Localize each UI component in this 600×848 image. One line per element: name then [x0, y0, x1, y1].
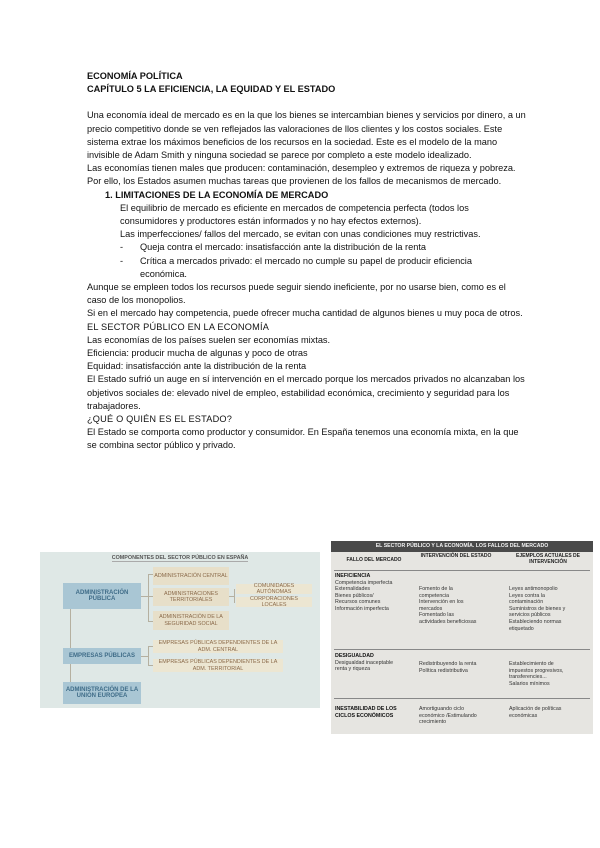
section-2-line-1: Las economías de los países suelen ser economías mixtas.	[87, 334, 331, 345]
table-cell: renta y riqueza	[335, 666, 371, 673]
table-cell: Recursos comunes	[335, 599, 381, 606]
table-cell: Competencia imperfecta	[335, 579, 393, 586]
section-2-paragraph-4: El Estado sufrió un auge en sí intervención en el mercado porque los mercados privados no alcanzaban los objetivos sociales de: elevado nivel de empleo, estabilidad económica, crecimiento y seguridad para los trabajadores.	[87, 374, 525, 411]
table-cell: Intervención en los	[419, 599, 464, 606]
col-header-intervencion: INTERVENCIÓN DEL ESTADO	[420, 553, 492, 559]
market-failures-table-image	[331, 541, 593, 734]
table-cell: Bienes públicos/	[335, 592, 374, 599]
table-cell: competencia	[419, 592, 450, 599]
table-cell: Estableciendo normas	[509, 618, 562, 625]
table-cell: Salarios mínimos	[509, 680, 550, 687]
document-title: ECONOMÍA POLÍTICA	[87, 71, 183, 81]
public-sector-components-image	[40, 552, 320, 708]
bullet-dash: -	[120, 242, 124, 253]
bullet-item	[120, 241, 527, 254]
corporaciones-locales-box: CORPORACIONES LOCALES	[236, 597, 312, 607]
category-ineficiencia: INEFICIENCIA	[335, 573, 371, 579]
section-1-heading: 1. LIMITACIONES DE LA ECONOMÍA DE MERCADO	[105, 189, 329, 200]
category-inestabilidad: INESTABILIDAD DE LOS CICLOS ECONÓMICOS	[335, 706, 397, 719]
emp-adm-central-box: EMPRESAS PÚBLICAS DEPENDIENTES DE LA ADM. CENTRAL	[153, 640, 283, 653]
table-cell: Leyes antimonopolio	[509, 586, 558, 592]
question-heading: ¿QUÉ O QUIÉN ES EL ESTADO?	[87, 414, 233, 425]
table-cell: económico /Estimulando	[419, 712, 477, 719]
section-2-line-3: Equidad: insatisfacción ante la distribución de la renta	[87, 361, 307, 372]
paragraph-3: Aunque se empleen todos los recursos puede seguir siendo ineficiente, por no usarse bien, como es el caso de los monopolios.	[87, 282, 506, 306]
table-cell: Política redistributiva	[419, 667, 468, 674]
intro-paragraph: Una economía ideal de mercado es en la que los bienes se intercambian bienes y servicios por dinero, a un precio competitivo donde se ven reflejados las valoraciones de llos clientes y los costos sociales. Este sistema extrae los máximos beneficios de los recursos en la sociedad. Este es el modelo de la mano invisible de Adam Smith y ninguna sociedad se parece por completo a este modelo idealizado.	[87, 110, 526, 161]
intervencion-inestabilidad	[419, 706, 505, 726]
table-cell: servicios públicos	[509, 612, 551, 619]
union-europea-box: ADMINISTRACIÓN DE LA UNIÓN EUROPEA	[63, 682, 141, 704]
table-cell: impuestos progresivos,	[509, 667, 564, 674]
table-cell: contaminación	[509, 599, 544, 606]
table-cell: Leyes contra la	[509, 592, 545, 599]
table-cell: transferencies...	[509, 674, 547, 681]
col-header-fallo: FALLO DEL MERCADO	[346, 557, 402, 563]
category-desigualdad: DESIGUALDAD	[335, 653, 374, 659]
paragraph-2: Las economías tienen males que producen: contaminación, desempleo y extremos de riqueza y pobreza. Por ello, los Estados asumen muchas tareas que provienen de los fallos de mecanismos de mercado.	[87, 163, 516, 187]
seguridad-social-box: ADMINISTRACIÓN DE LA SEGURIDAD SOCIAL	[153, 611, 229, 630]
intervencion-desigualdad	[419, 661, 503, 674]
fallos-inestabilidad	[335, 706, 415, 719]
document-text	[87, 70, 527, 453]
table-cell: económicas	[509, 712, 538, 719]
bullet-text: Queja contra el mercado: insatisfacción ante la distribución de la renta	[140, 242, 426, 253]
section-2-line-2: Eficiencia: producir mucha de algunas y poco de otras	[87, 348, 308, 359]
ejemplos-ineficiencia	[509, 586, 591, 632]
comunidades-autonomas-box: COMUNIDADES AUTÓNOMAS	[236, 584, 312, 594]
figure-2-title: EL SECTOR PÚBLICO Y LA ECONOMÍA. LOS FALLOS DEL MERCADO	[331, 541, 593, 552]
admin-central-box: ADMINISTRACIÓN CENTRAL	[153, 567, 229, 585]
admin-publica-box: ADMINISTRACIÓN PÚBLICA	[63, 583, 141, 609]
section-1-paragraph-1: El equilibrio de mercado es eficiente en mercados de competencia perfecta (todos los consumidores y productores están informados y no hay efectos externos).	[120, 202, 469, 227]
table-cell: mercados	[419, 605, 443, 612]
table-cell: Externalidades	[335, 586, 371, 593]
table-cell: Establecimiento de	[509, 661, 554, 667]
bullet-item	[120, 255, 527, 268]
section-3-paragraph: El Estado se comporta como productor y consumidor. En España tenemos una economía mixta, en la que se combina sector público y privado.	[87, 427, 519, 451]
intervencion-ineficiencia	[419, 586, 501, 626]
bullet-continuation: económica.	[140, 268, 187, 279]
fallos-ineficiencia	[335, 573, 415, 613]
bullet-dash: -	[120, 255, 124, 266]
table-cell: crecimiento	[419, 719, 447, 726]
admin-territoriales-box: ADMINISTRACIONES TERRITORIALES	[153, 588, 229, 606]
table-cell: Desigualdad inaceptable	[335, 659, 394, 666]
paragraph-4: Si en el mercado hay competencia, puede ofrecer mucha cantidad de algunos bienes u muy poca de otros.	[87, 308, 523, 319]
emp-adm-territorial-box: EMPRESAS PÚBLICAS DEPENDIENTES DE LA ADM. TERRITORIAL	[153, 659, 283, 672]
section-1-paragraph-2: Las imperfecciones/ fallos del mercado, se evitan con unas condiciones muy restrictivas.	[120, 229, 481, 240]
bullet-text: Crítica a mercados privado: el mercado no cumple su papel de producir eficiencia	[140, 255, 472, 266]
empresas-publicas-box: EMPRESAS PÚBLICAS	[63, 648, 141, 664]
ejemplos-inestabilidad	[509, 706, 591, 719]
table-cell: Aplicación de políticas	[509, 706, 562, 712]
table-cell: Suministros de bienes y	[509, 605, 566, 612]
table-cell: etiquetado	[509, 625, 534, 632]
figure-1-title: COMPONENTES DEL SECTOR PÚBLICO EN ESPAÑA	[111, 555, 249, 561]
table-cell: Amortiguando ciclo	[419, 706, 465, 712]
fallos-desigualdad	[335, 653, 417, 673]
table-cell: actividades beneficiosas	[419, 618, 477, 625]
chapter-title: CAPÍTULO 5 LA EFICIENCIA, LA EQUIDAD Y EL ESTADO	[87, 84, 336, 95]
table-cell: Redistribuyendo la renta	[419, 661, 477, 667]
table-cell: Fomentado las	[419, 612, 455, 619]
ejemplos-desigualdad	[509, 661, 591, 687]
col-header-ejemplos: EJEMPLOS ACTUALES DE INTERVENCIÓN	[516, 553, 580, 565]
section-2-heading: EL SECTOR PÚBLICO EN LA ECONOMÍA	[87, 321, 270, 332]
table-cell: Información imperfecta	[335, 605, 389, 612]
table-cell: Fomento de la	[419, 586, 453, 592]
